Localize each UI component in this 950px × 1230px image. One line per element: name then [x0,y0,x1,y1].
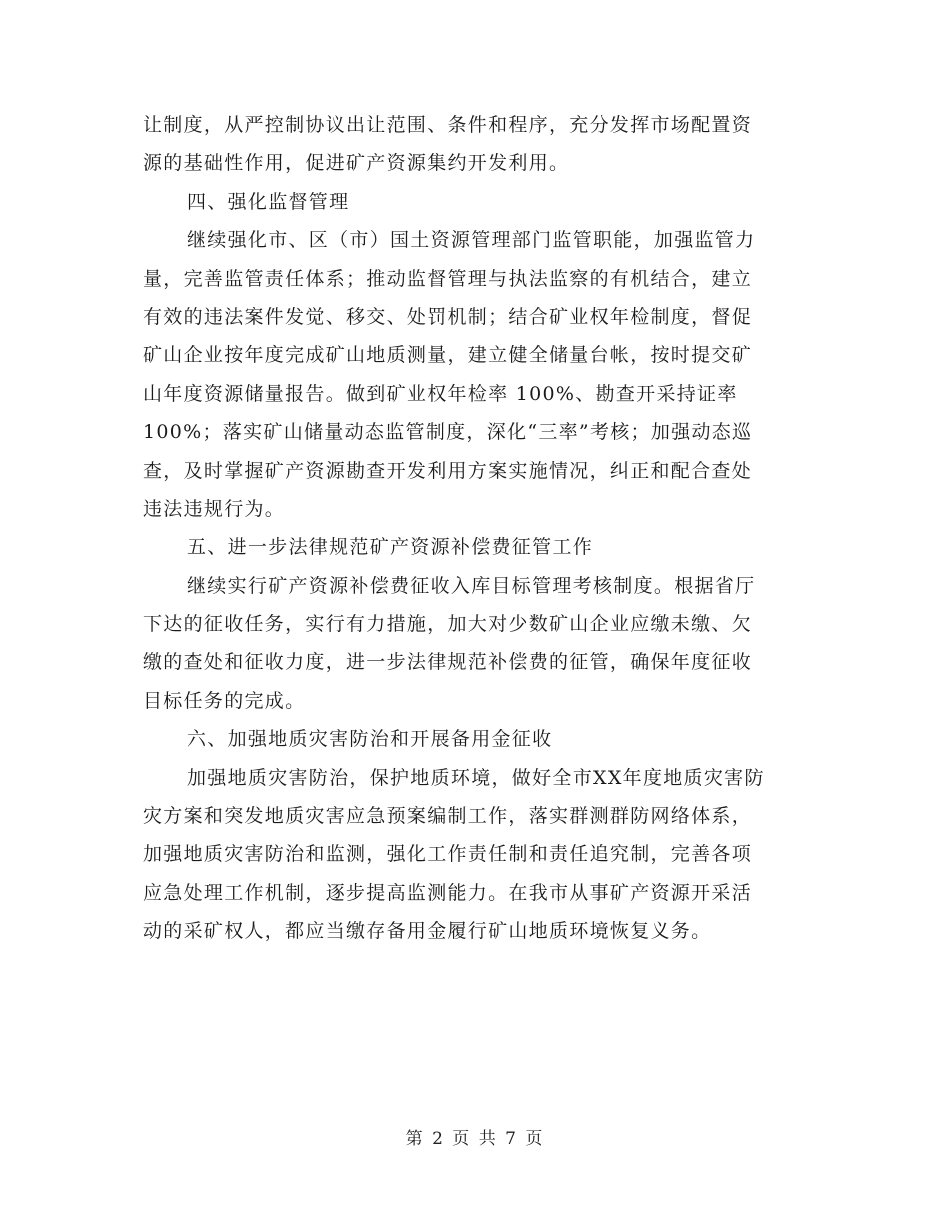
text-line: 加强地质灾害防治，保护地质环境，做好全市XX年度地质灾害防 [187,766,765,789]
section-heading: 五、进一步法律规范矿产资源补偿费征管工作 [187,536,594,559]
section-heading: 四、强化监督管理 [187,190,350,213]
text-line: 违法违规行为。 [143,497,286,520]
text-line: 量，完善监管责任体系；推动监督管理与执法监察的有机结合，建立 [143,267,753,290]
text-line: 让制度，从严控制协议出让范围、条件和程序，充分发挥市场配置资 [143,114,753,136]
text-line: 缴的查处和征收力度，进一步法律规范补偿费的征管，确保年度征收 [143,651,753,674]
document-body [143,106,803,951]
section-heading: 六、加强地质灾害防治和开展备用金征收 [187,728,553,751]
text-line: 继续实行矿产资源补偿费征收入库目标管理考核制度。根据省厅 [187,574,756,597]
text-line: 有效的违法案件发觉、移交、处罚机制；结合矿业权年检制度，督促 [143,305,753,328]
text-line: 下达的征收任务，实行有力措施，加大对少数矿山企业应缴未缴、欠 [143,613,753,636]
text-line: 查，及时掌握矿产资源勘查开发利用方案实施情况，纠正和配合查处 [143,459,753,482]
text-line: 灾方案和突发地质灾害应急预案编制工作，落实群测群防网络体系， [143,805,753,828]
text-line: 加强地质灾害防治和监测，强化工作责任制和责任追究制，完善各项 [143,843,753,866]
text-line: 应急处理工作机制，逐步提高监测能力。在我市从事矿产资源开采活 [143,881,753,904]
text-line: 源的基础性作用，促进矿产资源集约开发利用。 [143,152,570,175]
text-line: 矿山企业按年度完成矿山地质测量，建立健全储量台帐，按时提交矿 [143,344,753,367]
page-number-footer: 第 2 页 共 7 页 [405,1129,545,1149]
text-line: 目标任务的完成。 [143,689,306,712]
text-line: 100%；落实矿山储量动态监管制度，深化“三率”考核；加强动态巡 [143,421,753,444]
text-line: 动的采矿权人，都应当缴存备用金履行矿山地质环境恢复义务。 [143,920,712,943]
text-line: 山年度资源储量报告。做到矿业权年检率 100%、勘查开采持证率 [143,382,738,405]
text-line: 继续强化市、区（市）国土资源管理部门监管职能，加强监管力 [187,229,756,252]
